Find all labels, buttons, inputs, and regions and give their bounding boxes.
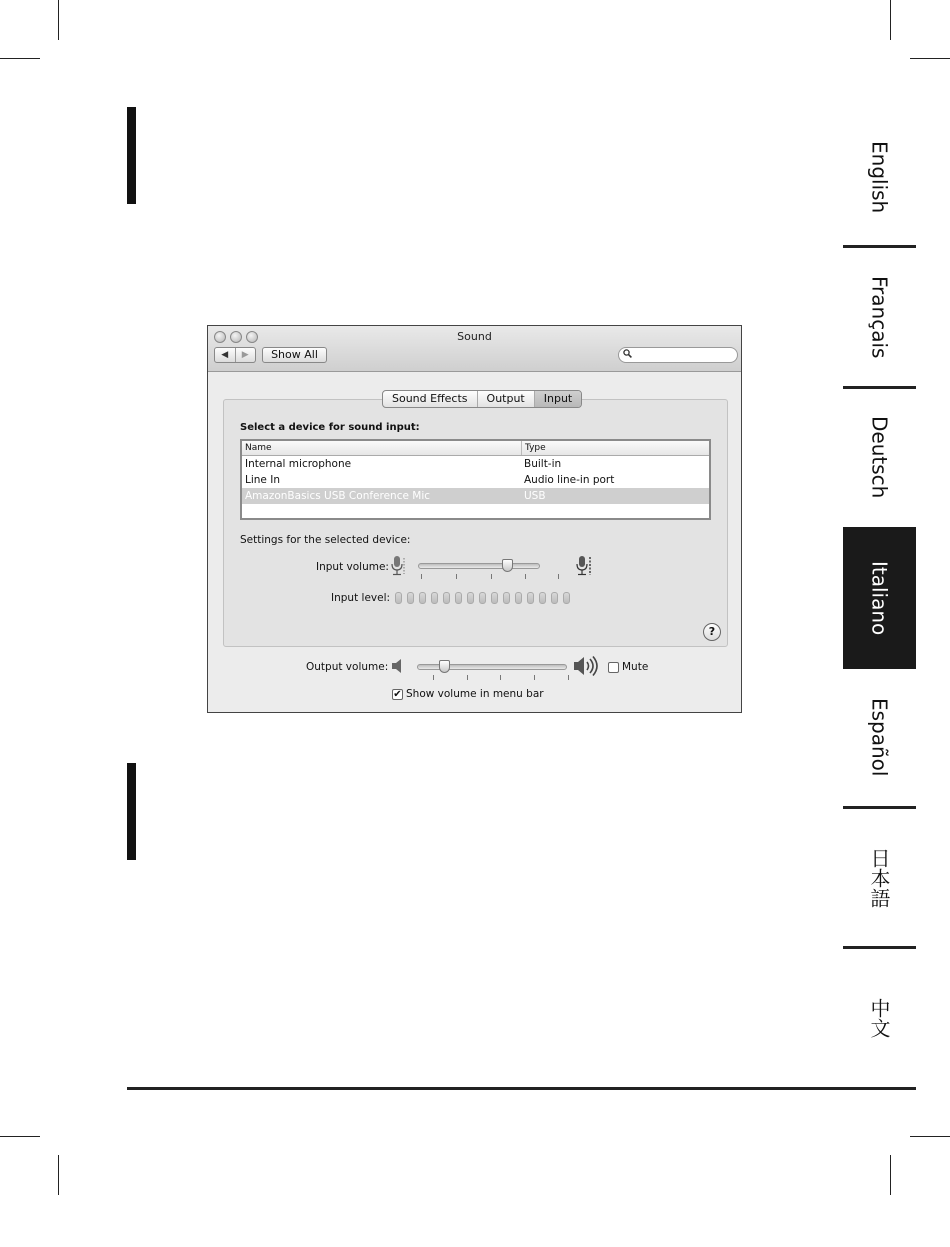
device-type: USB — [524, 490, 546, 502]
input-level-meter — [395, 592, 570, 604]
mute-checkbox[interactable] — [608, 662, 619, 673]
language-tab-english[interactable] — [843, 110, 916, 245]
output-volume-label: Output volume: — [306, 661, 389, 673]
tab-input[interactable]: Input — [534, 391, 581, 407]
window-titlebar — [208, 326, 741, 372]
show-volume-label: Show volume in menu bar — [406, 688, 544, 700]
window-title: Sound — [457, 330, 492, 343]
column-header-name[interactable]: Name — [245, 443, 272, 453]
tab-divider — [843, 946, 916, 949]
device-type: Built-in — [524, 458, 562, 470]
language-tab-chinese[interactable] — [843, 950, 916, 1085]
language-tab-espanol[interactable] — [843, 670, 916, 805]
section-accent-bar — [127, 107, 136, 204]
tab-divider — [843, 806, 916, 809]
language-tab-japanese[interactable] — [843, 810, 916, 945]
crop-mark — [890, 1155, 891, 1195]
input-level-segment — [491, 592, 498, 604]
language-label: 日本語 — [867, 847, 891, 908]
microphone-high-icon — [576, 555, 594, 580]
column-header-type[interactable]: Type — [521, 441, 709, 455]
output-volume-slider[interactable] — [417, 664, 567, 670]
device-list-heading: Select a device for sound input: — [240, 422, 420, 433]
input-level-segment — [407, 592, 414, 604]
device-name: AmazonBasics USB Conference Mic — [245, 490, 431, 502]
input-level-segment — [467, 592, 474, 604]
table-row[interactable] — [242, 456, 709, 472]
input-level-segment — [431, 592, 438, 604]
input-volume-knob[interactable] — [502, 559, 513, 572]
input-volume-label: Input volume: — [316, 561, 389, 573]
search-input[interactable] — [618, 347, 738, 363]
table-header — [242, 441, 709, 456]
show-volume-checkbox[interactable]: ✔ — [393, 689, 402, 700]
language-tab-francais[interactable] — [843, 250, 916, 385]
forward-button[interactable]: ▶ — [235, 348, 256, 362]
crop-mark — [0, 1136, 40, 1137]
device-name: Line In — [245, 474, 280, 486]
footer-rule — [127, 1087, 916, 1090]
show-all-button[interactable]: Show All — [262, 347, 327, 363]
table-row[interactable] — [242, 488, 709, 504]
input-level-segment — [539, 592, 546, 604]
mute-label: Mute — [622, 661, 649, 673]
input-volume-ticks — [418, 574, 540, 580]
input-level-label: Input level: — [331, 592, 391, 604]
settings-heading: Settings for the selected device: — [240, 534, 411, 546]
language-label: Español — [867, 698, 892, 777]
input-level-segment — [515, 592, 522, 604]
input-level-segment — [419, 592, 426, 604]
preference-tabs — [382, 390, 582, 408]
input-level-segment — [443, 592, 450, 604]
sound-preferences-window — [207, 325, 742, 713]
back-button[interactable]: ◀ — [221, 350, 229, 360]
speaker-high-icon — [573, 656, 599, 679]
input-level-segment — [455, 592, 462, 604]
help-button[interactable]: ? — [703, 623, 721, 641]
tab-sound-effects[interactable]: Sound Effects — [392, 392, 468, 405]
tab-divider — [843, 386, 916, 389]
section-accent-bar — [127, 763, 136, 860]
input-level-segment — [527, 592, 534, 604]
language-label: Italiano — [867, 560, 892, 636]
output-volume-ticks — [417, 675, 567, 681]
input-level-segment — [551, 592, 558, 604]
crop-mark — [58, 1155, 59, 1195]
crop-mark — [910, 58, 950, 59]
input-level-segment — [503, 592, 510, 604]
language-tab-italiano[interactable] — [843, 527, 916, 669]
language-label: English — [867, 141, 892, 214]
language-tab-deutsch[interactable] — [843, 390, 916, 525]
language-label: Deutsch — [867, 416, 892, 499]
device-name: Internal microphone — [245, 458, 352, 470]
crop-mark — [58, 0, 59, 40]
language-label: Français — [867, 276, 892, 359]
device-type: Audio line-in port — [524, 474, 615, 486]
output-volume-knob[interactable] — [439, 660, 450, 673]
input-level-segment — [395, 592, 402, 604]
tab-output[interactable]: Output — [477, 391, 534, 407]
microphone-low-icon — [391, 555, 407, 580]
crop-mark — [890, 0, 891, 40]
input-panel — [223, 399, 728, 647]
table-row[interactable] — [242, 472, 709, 488]
search-icon — [623, 349, 632, 361]
input-volume-slider[interactable] — [418, 563, 540, 569]
crop-mark — [910, 1136, 950, 1137]
device-table — [240, 439, 711, 520]
language-label: 中文 — [867, 997, 891, 1038]
input-level-segment — [563, 592, 570, 604]
back-forward-buttons — [214, 347, 256, 363]
crop-mark — [0, 58, 40, 59]
tab-divider — [843, 245, 916, 248]
input-level-segment — [479, 592, 486, 604]
speaker-low-icon — [391, 658, 405, 677]
